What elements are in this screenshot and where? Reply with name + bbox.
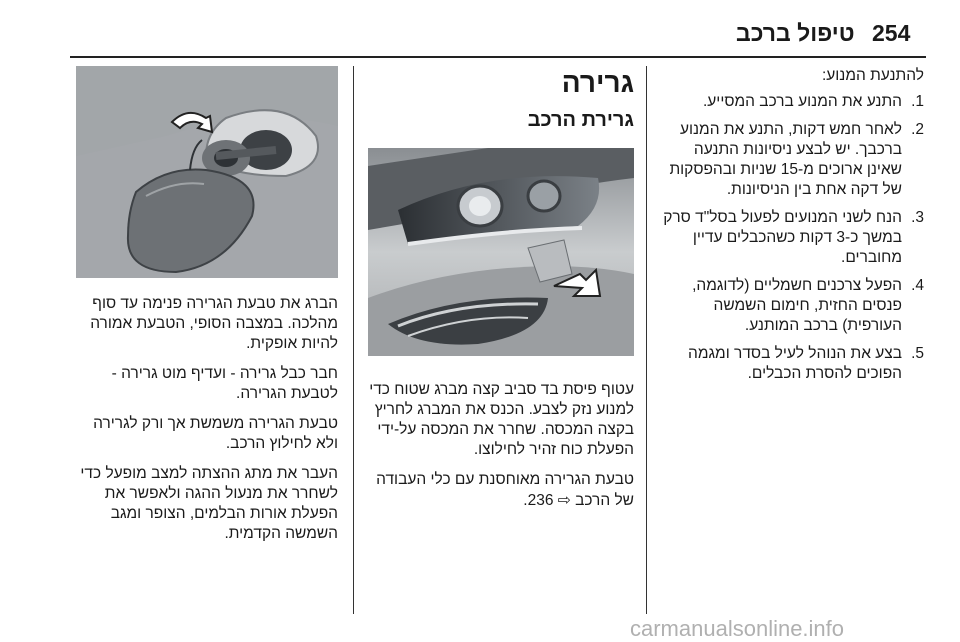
intro-text: להתנעת המנוע: (821, 67, 924, 84)
column-towing-eye (76, 66, 338, 554)
watermark-text: carmanualsonline.info (630, 616, 845, 641)
step-text: לאחר חמש דקות, התנע את המנוע ברכבך. יש לבצע ניסיונות התנעה שאינן ארוכים מ-15 שניות ובהפסקות של דקה אחת בין הניסיונות. (669, 121, 902, 198)
header-rule (70, 56, 926, 58)
list-item (658, 120, 924, 200)
section-heading: גרירה (561, 67, 634, 98)
list-item (658, 208, 924, 268)
step-text: הפעל צרכנים חשמליים (לדוגמה, פנסים החזית, חימום השמשה העורפית) ברכב המותנע. (692, 277, 902, 334)
page-title: טיפול ברכב (736, 20, 855, 46)
page-reference-arrow-icon: ⇨ (557, 491, 571, 509)
paragraph: העבר את מתג ההצתה למצב מופעל כדי לשחרר את מנעול ההגה ולאפשר את הפעלת אורות הבלמים, הצופר ומגב השמשה הקדמית. (80, 465, 338, 542)
towing-eye-location-text: טבעת הגרירה מאוחסנת עם כלי העבודה של הרכב ⇨ 236. (376, 471, 634, 509)
section-subheading: גרירת הרכב (527, 109, 634, 131)
step-number: 3. (911, 209, 924, 226)
cover-removal-text: עטוף פיסת בד סביב קצה מברג שטוח כדי למנוע נזק לצבע. הכנס את המברג לחריץ בקצה המכסה. שחרר את המכסה על-ידי הפעלת כוח זהיר לחילוצו. (369, 381, 634, 458)
towing-eye-photo (76, 66, 338, 278)
car-front-photo (368, 148, 634, 356)
paragraph: טבעת הגרירה משמשת אך ורק לגרירה ולא לחילוץ הרכב. (93, 415, 338, 452)
step-text: התנע את המנוע ברכב המסייע. (702, 93, 902, 110)
column-jump-start (658, 66, 924, 392)
list-item (658, 92, 924, 112)
column-divider-right (646, 66, 647, 614)
page-header (0, 14, 960, 54)
step-number: 4. (911, 277, 924, 294)
paragraph: הברג את טבעת הגרירה פנימה עד סוף מהלכה. במצבה הסופי, הטבעת אמורה להיות אופקית. (90, 295, 338, 352)
column-towing (368, 66, 634, 521)
step-text: הנח לשני המנועים לפעול בסל"ד סרק במשך כ-3 דקות כשהכבלים עדיין מחוברים. (663, 209, 902, 266)
step-text: בצע את הנוהל לעיל בסדר ומגמה הפוכים להסרת הכבלים. (688, 345, 902, 382)
page-reference-number: 236 (527, 492, 554, 509)
page-number: 254 (872, 20, 911, 46)
step-number: 5. (911, 345, 924, 362)
list-item (658, 276, 924, 336)
steps-list (658, 92, 924, 384)
step-number: 2. (911, 121, 924, 138)
step-number: 1. (911, 93, 924, 110)
column-divider-left (353, 66, 354, 614)
paragraph: חבר כבל גרירה - ועדיף מוט גרירה - לטבעת הגרירה. (111, 365, 338, 402)
list-item (658, 344, 924, 384)
